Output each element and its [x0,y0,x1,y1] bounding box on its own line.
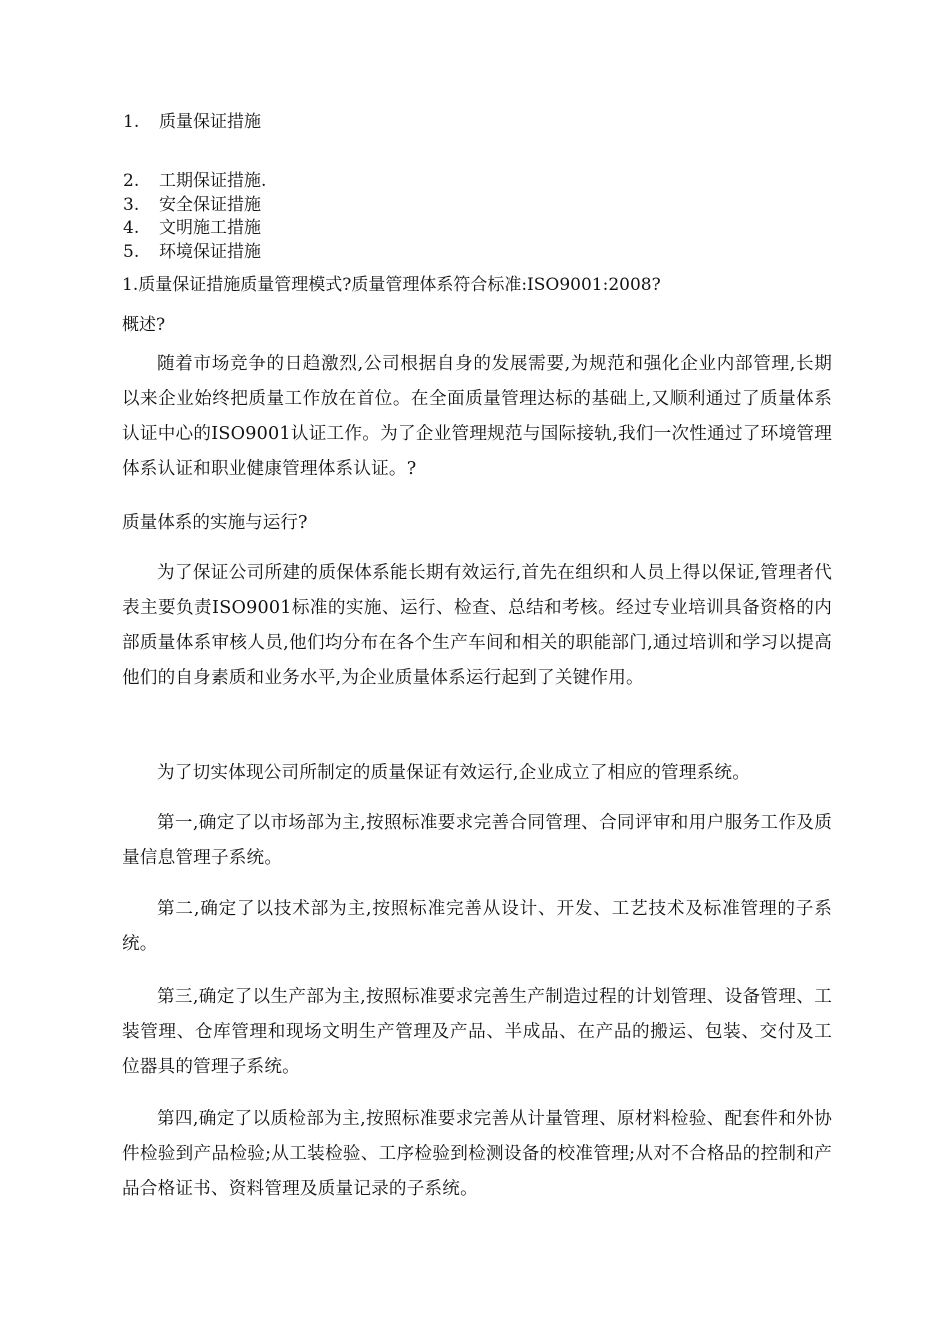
toc-item [123,217,261,239]
body-paragraph: 第三,确定了以生产部为主,按照标准要求完善生产制造过程的计划管理、设备管理、工装管理、仓库管理和现场文明生产管理及产品、半成品、在产品的搬运、包装、交付及工位器具的管理子系统。 [122,987,832,1077]
section-title: 1.质量保证措施质量管理模式?质量管理体系符合标准:ISO9001:2008? [122,275,661,295]
implementation-heading: 质量体系的实施与运行? [122,513,308,533]
body-paragraph: 第四,确定了以质检部为主,按照标准要求完善从计量管理、原材料检验、配套件和外协件检验到产品检验;从工装检验、工序检验到检测设备的校准管理;从对不合格品的控制和产品合格证书、资料管理及质量记录的子系统。 [122,1109,832,1199]
overview-heading: 概述? [122,315,166,335]
toc-item-label: 安全保证措施 [159,195,261,215]
toc-item-number: 2. [123,171,140,191]
toc-item-number: 5. [123,242,140,262]
toc-item-label: 工期保证措施. [159,171,267,191]
toc-item [123,111,261,133]
toc-item [123,241,261,263]
body-paragraph: 为了切实体现公司所制定的质量保证有效运行,企业成立了相应的管理系统。 [157,763,750,783]
body-paragraph: 第一,确定了以市场部为主,按照标准要求完善合同管理、合同评审和用户服务工作及质量信息管理子系统。 [122,813,832,868]
toc-item [123,194,261,216]
body-paragraph: 为了保证公司所建的质保体系能长期有效运行,首先在组织和人员上得以保证,管理者代表主要负责ISO9001标准的实施、运行、检查、总结和考核。经过专业培训具备资格的内部质量体系审核人员,他们均分布在各个生产车间和相关的职能部门,通过培训和学习以提高他们的自身素质和业务水平,为企业质量体系运行起到了关键作用。 [122,563,832,688]
toc-item [123,170,266,192]
toc-item-label: 文明施工措施 [159,218,261,238]
overview-paragraph: 随着市场竞争的日趋激烈,公司根据自身的发展需要,为规范和强化企业内部管理,长期以来企业始终把质量工作放在首位。在全面质量管理达标的基础上,又顺利通过了质量体系认证中心的ISO9001认证工作。为了企业管理规范与国际接轨,我们一次性通过了环境管理体系认证和职业健康管理体系认证。? [122,354,832,479]
toc-item-number: 1. [123,112,140,132]
body-paragraph: 第二,确定了以技术部为主,按照标准完善从设计、开发、工艺技术及标准管理的子系统。 [122,899,832,954]
toc-item-number: 3. [123,195,140,215]
toc-item-label: 质量保证措施 [159,112,261,132]
toc-item-label: 环境保证措施 [159,242,261,262]
toc-item-number: 4. [123,218,140,238]
